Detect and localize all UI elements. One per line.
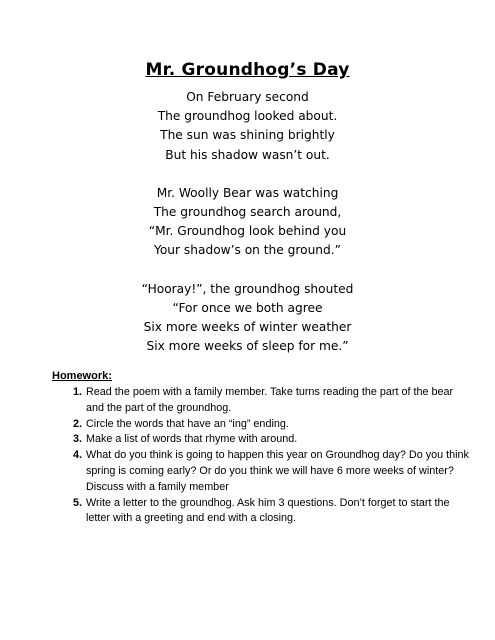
poem-line: But his shadow wasn’t out. [165, 147, 330, 162]
poem-line: Your shadow’s on the ground.” [154, 243, 341, 258]
homework-item-4 [52, 448, 472, 495]
homework-item-text: Make a list of words that rhyme with around. [86, 433, 298, 446]
homework-item-number: 5. [72, 496, 82, 509]
homework-item-3 [52, 432, 472, 448]
homework-heading: Homework: [52, 370, 112, 382]
poem-line: Six more weeks of winter weather [143, 320, 352, 335]
homework-item-number: 2. [72, 417, 82, 430]
homework-item-2 [52, 417, 472, 433]
poem-stanza-1 [0, 88, 495, 165]
homework-item-text: Read the poem with a family member. Take turns reading the part of the bear and the part of the groundhog. [86, 386, 454, 414]
poem-line: “For once we both agree [172, 300, 323, 315]
homework-item-1 [52, 385, 472, 417]
poem-line: Six more weeks of sleep for me.” [146, 339, 349, 354]
homework-item-text: Write a letter to the groundhog. Ask him 3 questions. Don’t forget to start the letter with a greeting and end with a closing. [86, 496, 450, 525]
poem-stanza-2 [0, 184, 495, 261]
homework-item-number: 4. [72, 449, 82, 462]
poem [0, 88, 495, 375]
homework-item-number: 1. [72, 386, 82, 398]
poem-line: The sun was shining brightly [160, 128, 335, 143]
poem-line: The groundhog search around, [153, 205, 342, 220]
poem-stanza-3 [0, 280, 495, 357]
poem-title: Mr. Groundhog’s Day [145, 60, 350, 80]
homework-item-number: 3. [72, 433, 82, 446]
poem-line: Mr. Woolly Bear was watching [156, 185, 339, 200]
poem-line: “Hooray!”, the groundhog shouted [141, 281, 354, 296]
poem-line: On February second [186, 90, 309, 104]
homework-item-text: What do you think is going to happen this year on Groundhog day? Do you think spring is coming early? Or do you think we will have 6 more weeks of winter? Discuss with a family member [86, 449, 469, 493]
homework-item-5 [52, 496, 472, 528]
poem-line: “Mr. Groundhog look behind you [148, 224, 347, 239]
homework-item-text: Circle the words that have an “ing” ending. [86, 417, 289, 430]
poem-line: The groundhog looked about. [157, 109, 338, 124]
homework-list [52, 385, 472, 527]
